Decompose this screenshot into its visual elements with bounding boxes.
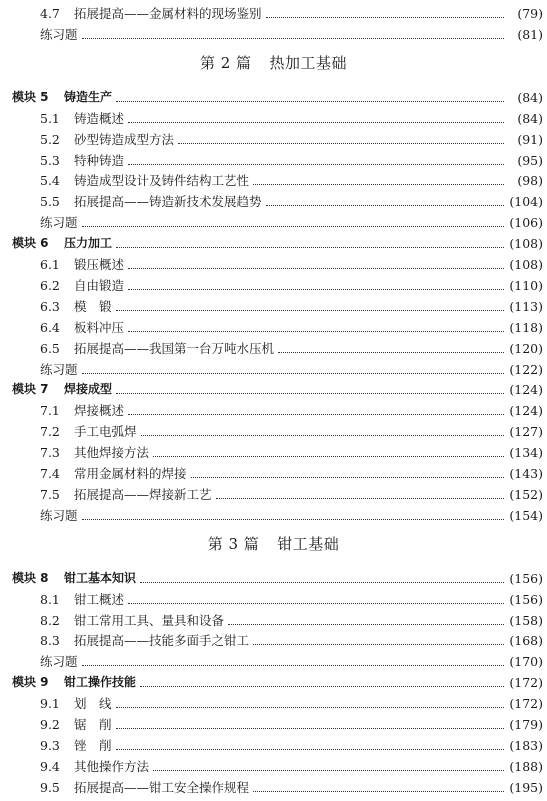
section-number: 5.3: [40, 152, 60, 168]
section-title: 拓展提高——我国第一台万吨水压机: [74, 340, 275, 356]
dot-leader: [278, 351, 504, 353]
part-title: 热加工基础: [269, 54, 348, 73]
section-title: 焊接概述: [74, 403, 125, 419]
section-number: 7.1: [40, 403, 60, 419]
page-number: (152): [509, 486, 543, 502]
module-number: 模块 7: [12, 382, 49, 397]
section-entry[interactable]: [0, 586, 547, 607]
module-entry[interactable]: [0, 230, 547, 251]
dot-leader: [253, 790, 504, 792]
section-title: 模 锻: [74, 298, 112, 314]
section-entry[interactable]: [0, 711, 547, 732]
section-entry[interactable]: [0, 293, 547, 314]
section-entry[interactable]: [0, 439, 547, 460]
dot-leader: [116, 309, 504, 311]
dot-leader: [140, 581, 504, 583]
exercise-title: 练习题: [40, 361, 78, 377]
dot-leader: [82, 518, 504, 520]
dot-leader: [116, 392, 504, 394]
module-entry[interactable]: [0, 376, 547, 397]
section-entry[interactable]: [0, 607, 547, 628]
section-entry[interactable]: [0, 251, 547, 272]
section-entry[interactable]: [0, 460, 547, 481]
dot-leader: [128, 602, 504, 604]
page-number: (172): [509, 675, 543, 691]
part-title: 钳工基础: [277, 535, 340, 554]
page-number: (108): [509, 236, 543, 252]
section-entry[interactable]: [0, 272, 547, 293]
section-title: 拓展提高——金属材料的现场鉴别: [74, 6, 262, 21]
section-entry[interactable]: [0, 774, 547, 795]
page-number: (91): [517, 131, 543, 147]
module-entry[interactable]: [0, 669, 547, 690]
page-number: (158): [509, 612, 543, 628]
dot-leader: [153, 769, 504, 771]
section-number: 8.2: [40, 612, 60, 628]
dot-leader: [253, 183, 504, 185]
section-number: 4.7: [40, 6, 60, 21]
exercise-title: 练习题: [40, 215, 78, 231]
dot-leader: [82, 664, 504, 666]
dot-leader: [128, 267, 504, 269]
page-number: (106): [509, 215, 543, 231]
section-title: 拓展提高——钳工安全操作规程: [74, 779, 250, 795]
section-number: 6.5: [40, 340, 60, 356]
page-number: (120): [509, 340, 543, 356]
section-title: 拓展提高——铸造新技术发展趋势: [74, 194, 262, 210]
section-entry[interactable]: [0, 188, 547, 209]
section-title: 铸造成型设计及铸件结构工艺性: [74, 173, 250, 189]
dot-leader: [116, 706, 504, 708]
section-title: 锉 削: [74, 737, 112, 753]
part-heading: [0, 531, 547, 557]
part-heading: [0, 50, 547, 76]
dot-leader: [191, 476, 504, 478]
section-title: 铸造概述: [74, 110, 125, 126]
dot-leader: [128, 288, 504, 290]
section-title: 特种铸造: [74, 152, 125, 168]
dot-leader: [82, 372, 504, 374]
section-number: 7.5: [40, 486, 60, 502]
module-number: 模块 9: [12, 675, 49, 690]
page-number: (172): [509, 696, 543, 712]
exercise-title: 练习题: [40, 654, 78, 670]
page-number: (134): [509, 445, 543, 461]
dot-leader: [128, 330, 504, 332]
page-number: (156): [509, 591, 543, 607]
page-number: (95): [517, 152, 543, 168]
page-number: (124): [509, 403, 543, 419]
section-entry[interactable]: [0, 627, 547, 648]
dot-leader: [128, 121, 504, 123]
exercise-entry[interactable]: [0, 209, 547, 230]
module-number: 模块 8: [12, 570, 49, 585]
dot-leader: [116, 100, 504, 102]
dot-leader: [178, 142, 504, 144]
section-title: 砂型铸造成型方法: [74, 131, 175, 147]
page-number: (154): [509, 507, 543, 523]
page-number: (122): [509, 361, 543, 377]
dot-leader: [153, 455, 504, 457]
page-number: (143): [509, 466, 543, 481]
dot-leader: [216, 497, 504, 499]
page-number: (168): [509, 633, 543, 649]
section-entry[interactable]: [0, 126, 547, 147]
section-title: 钳工常用工具、量具和设备: [74, 612, 225, 628]
section-entry[interactable]: [0, 0, 547, 21]
page-number: (84): [517, 89, 543, 105]
section-number: 8.3: [40, 633, 60, 649]
dot-leader: [82, 225, 504, 227]
section-title: 钳工概述: [74, 591, 125, 607]
section-title: 锯 削: [74, 717, 112, 732]
exercise-entry[interactable]: [0, 502, 547, 523]
section-number: 9.2: [40, 717, 60, 732]
module-title: 压力加工: [64, 236, 113, 251]
page-number: (81): [517, 26, 543, 42]
dot-leader: [228, 623, 504, 625]
section-entry[interactable]: [0, 167, 547, 188]
page-number: (179): [509, 717, 543, 732]
section-number: 9.1: [40, 696, 60, 712]
section-entry[interactable]: [0, 732, 547, 753]
section-title: 常用金属材料的焊接: [74, 466, 187, 481]
section-entry[interactable]: [0, 314, 547, 335]
dot-leader: [116, 748, 504, 750]
page-number: (118): [509, 319, 543, 335]
section-title: 拓展提高——焊接新工艺: [74, 486, 212, 502]
section-number: 9.4: [40, 758, 60, 774]
section-entry[interactable]: [0, 397, 547, 418]
section-title: 划 线: [74, 696, 112, 712]
module-title: 铸造生产: [64, 89, 113, 104]
section-number: 5.2: [40, 131, 60, 147]
page-number: (79): [517, 6, 543, 21]
section-number: 9.3: [40, 737, 60, 753]
section-entry[interactable]: [0, 147, 547, 168]
section-title: 其他操作方法: [74, 758, 150, 774]
page-number: (183): [509, 737, 543, 753]
dot-leader: [266, 16, 504, 18]
exercise-title: 练习题: [40, 26, 78, 42]
dot-leader: [141, 434, 504, 436]
dot-leader: [140, 685, 504, 687]
section-number: 9.5: [40, 779, 60, 795]
dot-leader: [116, 727, 504, 729]
exercise-entry[interactable]: [0, 648, 547, 669]
section-number: 5.4: [40, 173, 60, 189]
section-number: 5.1: [40, 110, 60, 126]
section-title: 拓展提高——技能多面手之钳工: [74, 633, 250, 649]
section-entry[interactable]: [0, 335, 547, 356]
page-number: (104): [509, 194, 543, 210]
dot-leader: [82, 37, 504, 39]
section-number: 7.3: [40, 445, 60, 461]
section-title: 锻压概述: [74, 257, 125, 272]
dot-leader: [128, 163, 504, 165]
section-entry[interactable]: [0, 690, 547, 711]
section-entry[interactable]: [0, 481, 547, 502]
dot-leader: [128, 413, 504, 415]
module-number: 模块 5: [12, 89, 49, 104]
page-number: (195): [509, 779, 543, 795]
section-number: 6.2: [40, 277, 60, 293]
dot-leader: [116, 246, 504, 248]
part-label: 第 2 篇: [199, 54, 252, 73]
section-number: 6.4: [40, 319, 60, 335]
dot-leader: [253, 643, 504, 645]
module-title: 钳工操作技能: [64, 675, 137, 690]
dot-leader: [266, 204, 504, 206]
module-title: 焊接成型: [64, 382, 113, 397]
page-number: (127): [509, 424, 543, 440]
page-number: (108): [509, 257, 543, 272]
page-number: (84): [517, 110, 543, 126]
section-title: 自由锻造: [74, 277, 125, 293]
page-number: (170): [509, 654, 543, 670]
section-entry[interactable]: [0, 418, 547, 439]
section-number: 8.1: [40, 591, 60, 607]
section-number: 5.5: [40, 194, 60, 210]
page-number: (156): [509, 570, 543, 586]
section-title: 手工电弧焊: [74, 424, 137, 440]
part-label: 第 3 篇: [207, 535, 260, 554]
page-number: (113): [509, 298, 543, 314]
page-number: (188): [509, 758, 543, 774]
section-number: 6.1: [40, 257, 60, 272]
module-title: 钳工基本知识: [64, 570, 137, 585]
section-number: 6.3: [40, 298, 60, 314]
page-number: (110): [509, 277, 543, 293]
exercise-entry[interactable]: [0, 21, 547, 42]
page-number: (124): [509, 382, 543, 398]
section-entry[interactable]: [0, 753, 547, 774]
section-title: 板料冲压: [74, 319, 125, 335]
module-number: 模块 6: [12, 236, 49, 251]
module-entry[interactable]: [0, 565, 547, 586]
page-number: (98): [517, 173, 543, 189]
section-number: 7.2: [40, 424, 60, 440]
section-title: 其他焊接方法: [74, 445, 150, 461]
exercise-title: 练习题: [40, 507, 78, 523]
section-entry[interactable]: [0, 105, 547, 126]
module-entry[interactable]: [0, 84, 547, 105]
exercise-entry[interactable]: [0, 356, 547, 377]
section-number: 7.4: [40, 466, 60, 481]
